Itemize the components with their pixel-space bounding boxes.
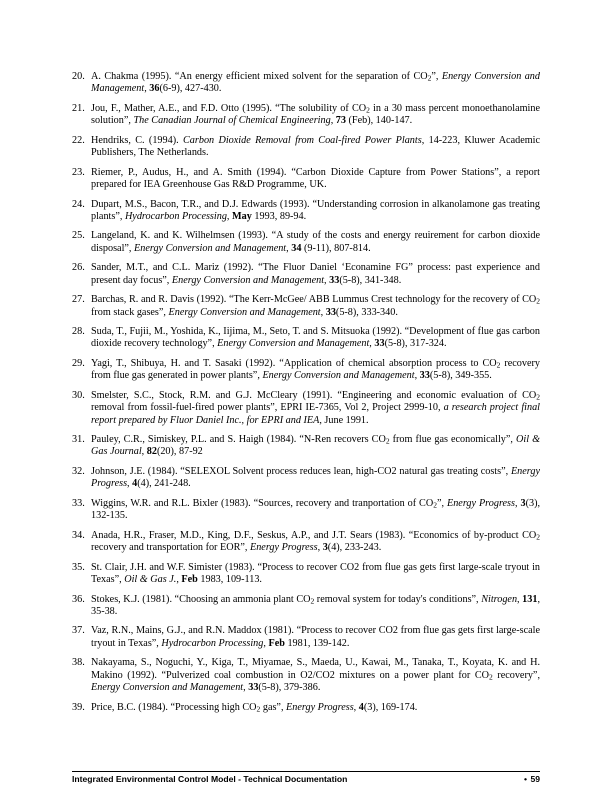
reference-item: [72, 498, 540, 523]
reference-volume-bold: 4: [358, 701, 364, 713]
reference-segment: recovery”,: [492, 669, 540, 681]
reference-volume-bold: 131: [522, 593, 538, 605]
reference-text: [91, 594, 540, 619]
reference-number: 28.: [72, 326, 85, 338]
reference-text: [91, 199, 540, 224]
page-number: 59: [530, 774, 540, 784]
reference-item: [72, 358, 540, 383]
reference-number: 32.: [72, 465, 85, 477]
reference-item: [72, 71, 540, 96]
reference-title-italic: a research project final report prepared by Fluor Daniel Inc., for EPRI and IEA: [91, 402, 540, 426]
reference-number: 26.: [72, 262, 85, 274]
subscript: 2: [310, 596, 315, 606]
footer-divider: [72, 771, 540, 772]
reference-number: 39.: [72, 701, 85, 713]
reference-segment: ,: [263, 637, 269, 649]
reference-text: [91, 625, 540, 650]
reference-number: 20.: [72, 71, 85, 82]
reference-text: [91, 230, 540, 255]
reference-volume-bold: Feb: [181, 573, 198, 585]
reference-segment: Smelster, S.C., Stock, R.M. and G.J. McCleary (1991). “Engineering and economic evaluation of CO: [91, 389, 537, 401]
reference-volume-bold: May: [232, 210, 252, 222]
reference-segment: ,: [324, 274, 330, 286]
reference-segment: 1993, 89-94.: [251, 210, 307, 222]
reference-item: [72, 230, 540, 255]
subscript: 2: [256, 704, 261, 714]
subscript: 2: [385, 436, 390, 446]
reference-text: [91, 167, 540, 192]
reference-text: [91, 326, 540, 351]
reference-title-italic: Energy Conversion and Management: [168, 306, 321, 318]
reference-text: [91, 135, 540, 160]
reference-number: 27.: [72, 294, 85, 306]
reference-segment: removal from fossil-fuel-fired power plants”, EPRI IE-7365, Vol 2, Project 2999-10,: [91, 402, 444, 414]
reference-title-italic: Energy Conversion and Management: [134, 242, 287, 254]
reference-segment: recovery from flue gas generated in power plants”,: [91, 358, 540, 382]
reference-segment: Price, B.C. (1984). “Processing high CO: [91, 701, 257, 713]
reference-title-italic: Oil & Gas Journal: [91, 434, 540, 458]
reference-segment: (5-8), 341-348.: [339, 274, 402, 286]
reference-item: [72, 103, 540, 128]
reference-number: 24.: [72, 198, 85, 210]
reference-text: [91, 466, 540, 491]
reference-segment: ”,: [436, 497, 447, 509]
reference-title-italic: Energy Progress: [91, 465, 540, 490]
reference-item: [72, 466, 540, 491]
reference-text: [91, 390, 540, 427]
reference-title-italic: Carbon Dioxide Removal from Coal-fired Power Plants: [183, 134, 422, 146]
reference-number: 33.: [72, 497, 85, 509]
reference-volume-bold: 73: [335, 115, 346, 127]
reference-volume-bold: 82: [146, 446, 157, 458]
reference-volume-bold: 33: [419, 370, 430, 382]
subscript: 2: [496, 360, 501, 370]
reference-volume-bold: 33: [248, 681, 259, 693]
reference-volume-bold: 34: [291, 242, 302, 254]
reference-item: [72, 167, 540, 192]
reference-segment: removal system for today's conditions”,: [314, 593, 482, 605]
reference-segment: from stack gases”,: [91, 306, 169, 318]
reference-segment: Wiggins, W.R. and R.L. Bixler (1983). “Sources, recovery and tranportation of CO: [91, 497, 434, 509]
reference-title-italic: Energy Conversion and Management: [171, 274, 325, 286]
reference-volume-bold: 33: [325, 306, 336, 318]
subscript: 2: [488, 672, 493, 682]
reference-title-italic: Hydrocarbon Processing: [124, 210, 227, 222]
reference-segment: Jou, F., Mather, A.E., and F.D. Otto (1995). “The solubility of CO: [91, 102, 367, 114]
reference-title-italic: Hydrocarbon Processing: [161, 637, 264, 649]
footer-title: Integrated Environmental Control Model - Technical Documentation: [72, 774, 348, 784]
reference-number: 25.: [72, 230, 85, 242]
reference-text: [91, 71, 540, 96]
reference-item: [72, 390, 540, 427]
subscript: 2: [536, 296, 540, 306]
reference-segment: Yagi, T., Shibuya, H. and T. Sasaki (1992). “Application of chemical absorption process to CO: [91, 358, 497, 370]
reference-text: [91, 434, 540, 459]
reference-segment: recovery and transportation for EOR”,: [91, 542, 250, 554]
reference-item: [72, 199, 540, 224]
reference-item: [72, 657, 540, 694]
reference-title-italic: Oil & Gas J.: [124, 573, 177, 585]
reference-segment: (4), 233-243.: [327, 542, 382, 554]
reference-list: [72, 71, 540, 721]
reference-text: [91, 657, 540, 694]
reference-item: [72, 562, 540, 587]
reference-segment: ,: [414, 370, 420, 382]
reference-segment: Dupart, M.S., Bacon, T.R., and D.J. Edwards (1993). “Understanding corrosion in alkanolamone gas treating plants”,: [91, 198, 540, 222]
reference-segment: (5-8), 317-324.: [384, 338, 447, 350]
reference-segment: gas”,: [260, 701, 287, 713]
reference-text: [91, 498, 540, 523]
reference-title-italic: Energy Conversion and Management: [217, 338, 370, 350]
reference-item: [72, 294, 540, 319]
reference-number: 21.: [72, 102, 85, 114]
reference-segment: (5-8), 333-340.: [335, 306, 398, 318]
reference-segment: (6-9), 427-430.: [159, 83, 222, 95]
reference-segment: Nakayama, S., Noguchi, Y., Kiga, T., Miyamae, S., Maeda, U., Kawai, M., Tanaka, T., Koyata, K. and H. Makino (1992). “Pulverized coal combustion in O2/CO2 mixtures on a power plant for CO: [91, 657, 540, 681]
reference-segment: , 14-223, Kluwer Academic Publishers, The Netherlands.: [91, 134, 540, 159]
reference-segment: Pauley, C.R., Simiskey, P.L. and S. Haigh (1984). “N-Ren recovers CO: [91, 434, 386, 446]
reference-title-italic: Energy Progress: [286, 701, 354, 713]
reference-text: [91, 262, 540, 287]
reference-segment: Riemer, P., Audus, H., and A. Smith (1994). “Carbon Dioxide Capture from Power Stations”, a report prepared for IEA Greenhouse Gas R&D Programme, UK.: [91, 166, 540, 190]
reference-segment: ,: [243, 681, 249, 693]
reference-segment: Anada, H.R., Fraser, M.D., King, D.F., Seskus, A.P., and J.T. Sears (1983). “Economics of by-product CO: [91, 529, 537, 541]
reference-text: [91, 530, 540, 555]
reference-segment: Langeland, K. and K. Wilhelmsen (1993). “A study of the costs and energy reuirement for carbon dioxide disposal”,: [91, 230, 540, 254]
reference-number: 36.: [72, 593, 85, 605]
reference-segment: , 35-38.: [91, 593, 540, 617]
reference-title-italic: Energy Progress: [249, 542, 318, 554]
reference-title-italic: Energy Conversion and Management: [91, 681, 244, 693]
reference-volume-bold: 3: [520, 497, 526, 509]
reference-segment: in a 30 mass percent monoethanolamine solution”,: [91, 102, 540, 127]
reference-item: [72, 702, 540, 714]
reference-title-italic: Energy Progress: [446, 497, 515, 509]
subscript: 2: [433, 500, 437, 510]
reference-segment: ,: [320, 306, 326, 318]
reference-number: 38.: [72, 657, 85, 669]
reference-segment: Barchas, R. and R. Davis (1992). “The Kerr-McGee/ ABB Lummus Crest technology for the recovery of CO: [91, 294, 537, 306]
reference-text: [91, 702, 540, 714]
reference-number: 31.: [72, 434, 85, 446]
reference-text: [91, 294, 540, 319]
reference-segment: (4), 241-248.: [137, 478, 191, 490]
subscript: 2: [366, 105, 370, 115]
reference-number: 35.: [72, 561, 85, 573]
reference-segment: (3), 169-174.: [363, 701, 418, 713]
reference-number: 22.: [72, 134, 85, 146]
reference-segment: ,: [127, 478, 133, 490]
reference-segment: (20), 87-92: [156, 446, 203, 458]
reference-item: [72, 326, 540, 351]
reference-segment: ,: [286, 242, 292, 254]
reference-number: 37.: [72, 625, 85, 637]
reference-segment: 1983, 109-113.: [197, 573, 262, 585]
reference-segment: (9-11), 807-814.: [301, 242, 371, 254]
reference-segment: ,: [353, 701, 359, 713]
subscript: 2: [427, 73, 432, 83]
reference-item: [72, 135, 540, 160]
reference-volume-bold: 33: [374, 338, 385, 350]
reference-volume-bold: 3: [322, 542, 328, 554]
reference-segment: Johnson, J.E. (1984). “SELEXOL Solvent process reduces lean, high-CO2 natural gas treating costs”,: [91, 465, 511, 477]
reference-segment: ,: [317, 542, 323, 554]
reference-segment: (5-8), 349-355.: [429, 370, 492, 382]
reference-number: 30.: [72, 389, 85, 401]
reference-segment: ,: [141, 446, 147, 458]
reference-segment: Sander, M.T., and C.L. Mariz (1992). “The Fluor Daniel ‘Econamine FG” process: past experience and present day focus”,: [91, 262, 540, 286]
reference-segment: ,: [330, 115, 336, 127]
page-footer: [72, 774, 540, 786]
reference-volume-bold: 36: [149, 83, 160, 95]
reference-segment: Suda, T., Fujii, M., Yoshida, K., Iijima, M., Seto, T. and S. Mitsuoka (1992). “Development of flue gas carbon dioxide recovery technology”,: [91, 326, 540, 350]
reference-segment: (Feb), 140-147.: [345, 115, 413, 127]
subscript: 2: [536, 392, 540, 402]
footer-bullet: •: [523, 774, 527, 784]
reference-segment: ,: [144, 83, 150, 95]
reference-volume-bold: Feb: [268, 637, 285, 649]
reference-item: [72, 594, 540, 619]
reference-segment: Stokes, K.J. (1981). “Choosing an ammonia plant CO: [91, 593, 311, 605]
reference-volume-bold: 33: [329, 274, 340, 286]
reference-segment: ,: [176, 573, 182, 585]
reference-segment: ,: [515, 497, 521, 509]
reference-title-italic: Energy Conversion and Management: [262, 370, 415, 382]
reference-title-italic: Energy Conversion and Management: [91, 71, 540, 95]
reference-segment: Hendriks, C. (1994).: [91, 134, 183, 146]
reference-segment: , June 1991.: [319, 414, 369, 426]
reference-title-italic: Nitrogen: [481, 593, 518, 605]
reference-segment: ,: [517, 593, 523, 605]
reference-segment: from flue gas economically”,: [389, 434, 516, 446]
reference-segment: (5-8), 379-386.: [258, 681, 321, 693]
reference-volume-bold: 4: [132, 478, 138, 490]
reference-segment: ,: [369, 338, 375, 350]
reference-segment: ,: [226, 210, 233, 222]
reference-segment: A. Chakma (1995). “An energy efficient mixed solvent for the separation of CO: [91, 71, 428, 82]
reference-item: [72, 530, 540, 555]
reference-title-italic: The Canadian Journal of Chemical Engineering: [133, 115, 331, 127]
reference-number: 29.: [72, 358, 85, 370]
reference-segment: 1981, 139-142.: [284, 637, 350, 649]
reference-segment: St. Clair, J.H. and W.F. Simister (1983). “Process to recover CO2 from flue gas gets first large-scale tryout in Texas”,: [91, 561, 540, 585]
reference-item: [72, 434, 540, 459]
reference-segment: ”,: [431, 71, 442, 82]
reference-item: [72, 262, 540, 287]
reference-segment: Vaz, R.N., Mains, G.J., and R.N. Maddox (1981). “Process to recover CO2 from flue gas gets first large-scale tryout in Texas”,: [91, 625, 540, 649]
subscript: 2: [536, 532, 540, 542]
reference-number: 23.: [72, 166, 85, 178]
reference-segment: (3), 132-135.: [91, 497, 541, 522]
reference-number: 34.: [72, 529, 85, 541]
reference-text: [91, 358, 540, 383]
reference-text: [91, 103, 540, 128]
reference-item: [72, 625, 540, 650]
reference-text: [91, 562, 540, 587]
